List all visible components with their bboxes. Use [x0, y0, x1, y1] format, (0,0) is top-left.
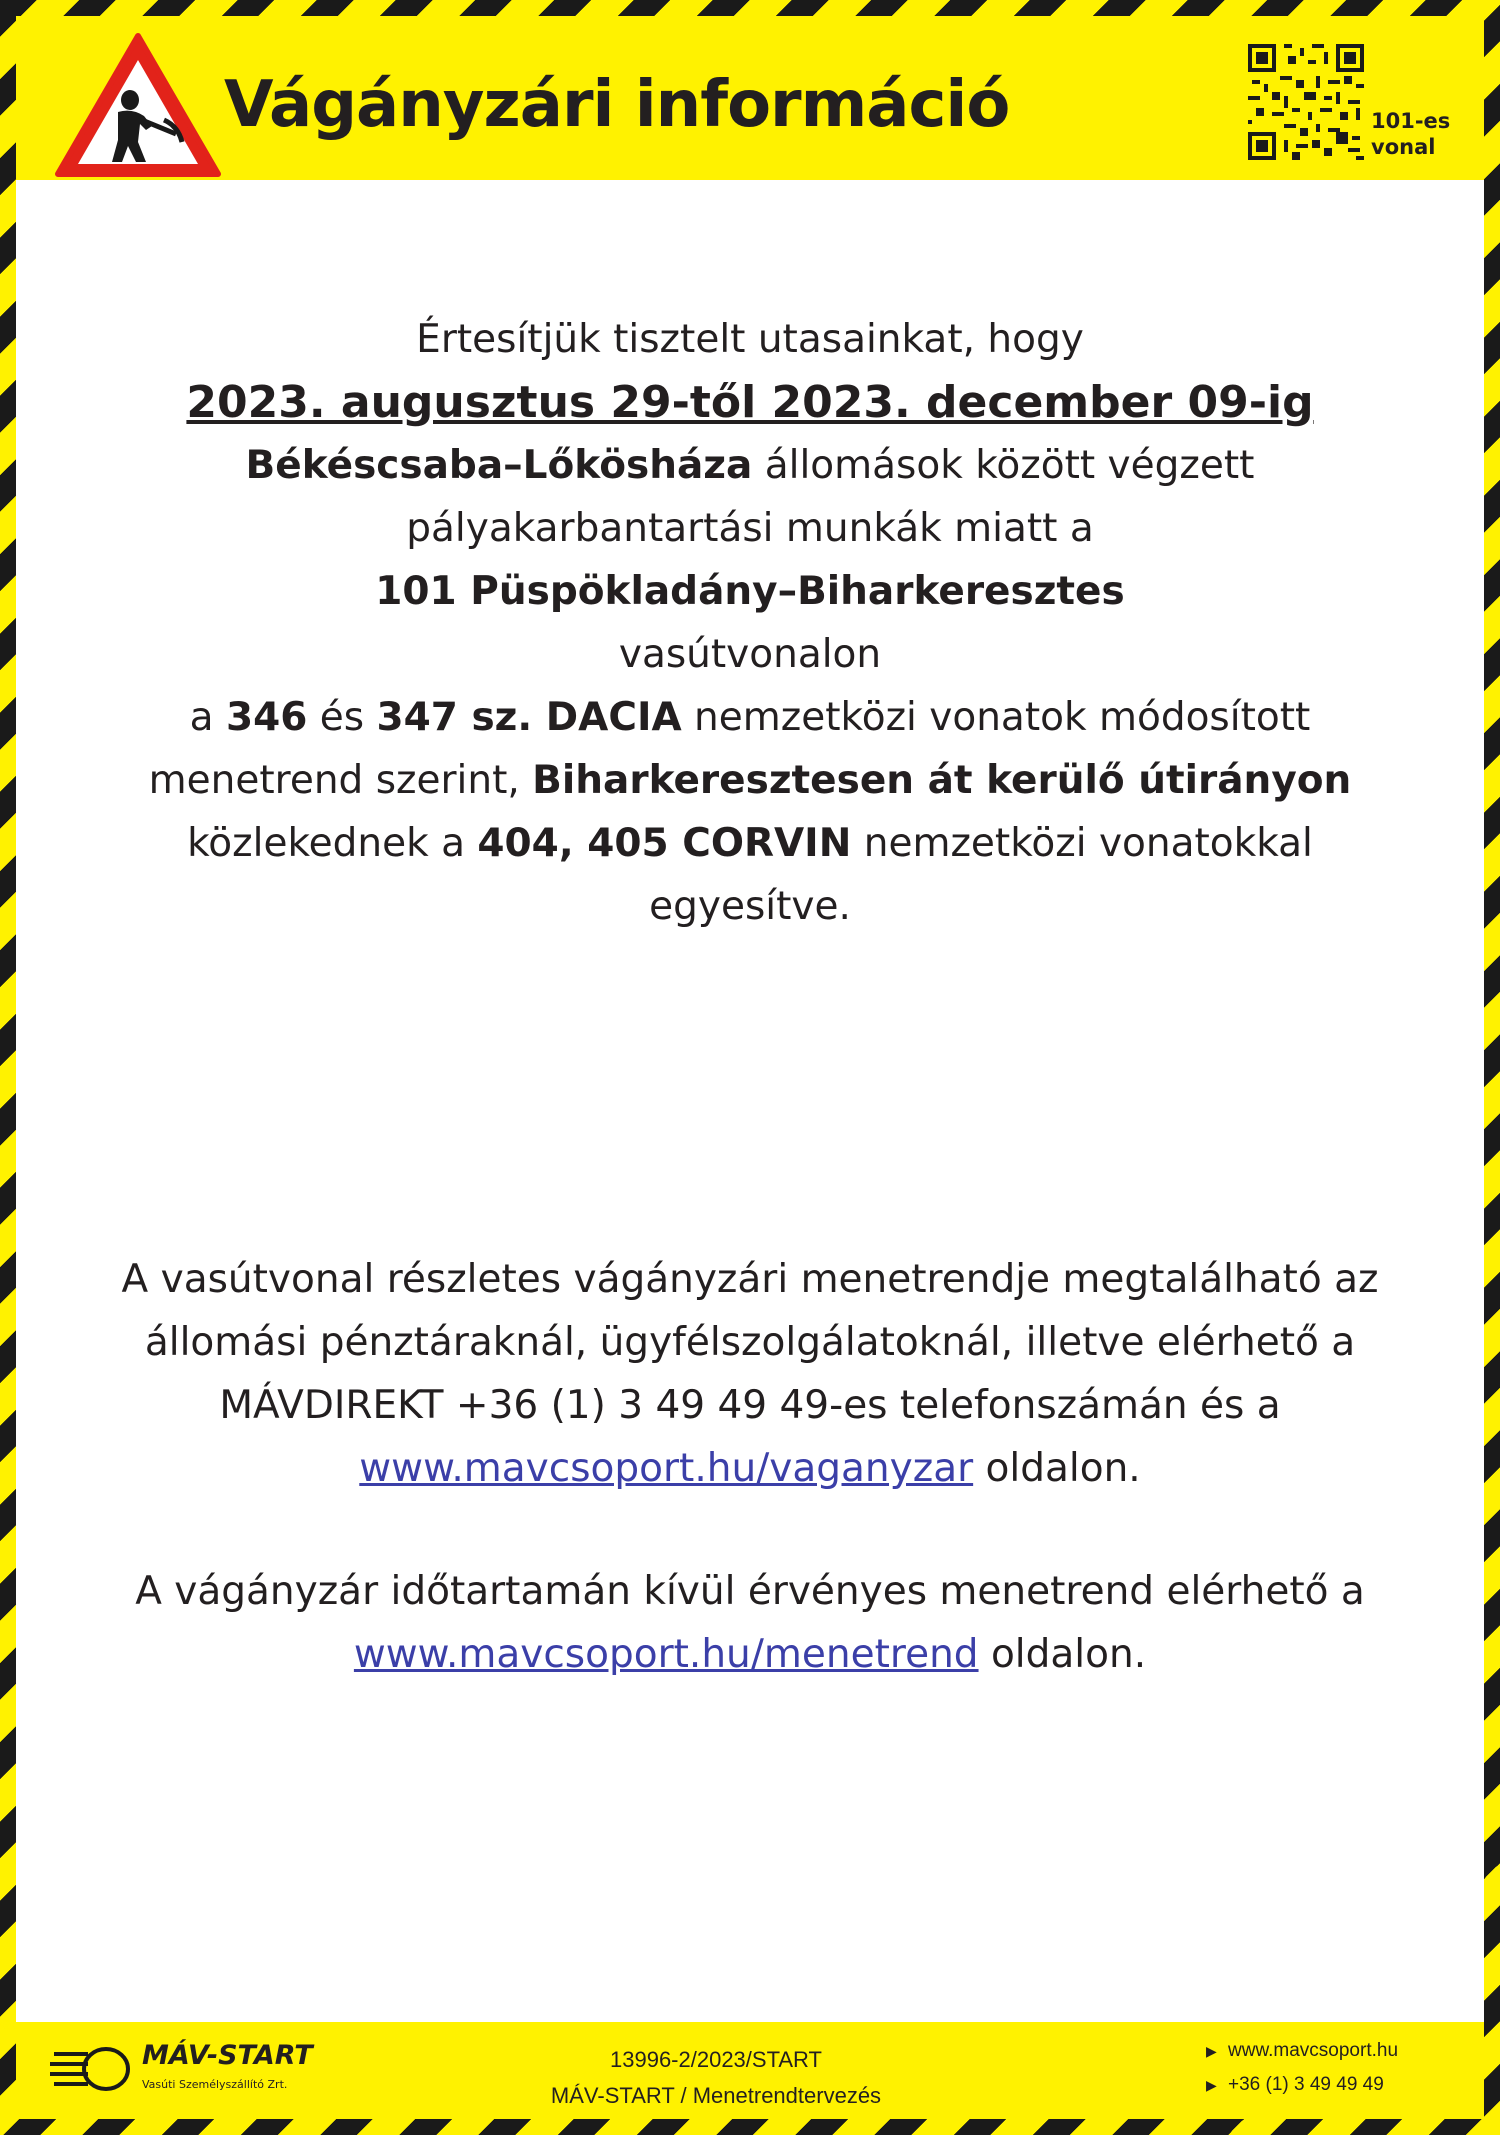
section-rest: állomások között végzett — [752, 443, 1255, 488]
train-346: 346 — [225, 695, 308, 740]
affected-section — [76, 434, 1424, 497]
footer-phone-row[interactable] — [1206, 2068, 1476, 2102]
text-modified: nemzetközi vonatok módosított — [681, 695, 1311, 740]
text-schedule: menetrend szerint, — [148, 758, 533, 803]
mav-start-logo-icon — [48, 2040, 138, 2102]
track-work-warning-icon — [52, 30, 224, 182]
footer-document-info — [496, 2042, 936, 2114]
text-international: nemzetközi vonatokkal — [851, 821, 1313, 866]
date-range: 2023. augusztus 29-től 2023. december 09-ig — [186, 377, 1314, 428]
footer-phone[interactable]: +36 (1) 3 49 49 49 — [1228, 2074, 1384, 2095]
text-run: közlekednek a — [187, 821, 478, 866]
text-es: és — [307, 695, 377, 740]
department: MÁV-START / Menetrendtervezés — [550, 2083, 882, 2108]
train-corvin: 404, 405 CORVIN — [477, 821, 852, 866]
section-name: Békéscsaba–Lőkösháza — [245, 443, 753, 488]
details-line-4 — [46, 1437, 1454, 1500]
vaganyzar-link[interactable]: www.mavcsoport.hu/vaganyzar — [359, 1446, 974, 1491]
arrow-right-icon: ▶ — [1206, 2043, 1217, 2059]
details-line-5: A vágányzár időtartamán kívül érvényes menetrend elérhető a — [135, 1569, 1365, 1614]
paragraph-gap — [46, 1500, 1454, 1560]
notice-end: egyesítve. — [649, 884, 851, 929]
content-area — [16, 180, 1484, 2022]
line-word: vonal — [1371, 135, 1436, 159]
work-reason: pályakarbantartási munkák miatt a — [406, 506, 1094, 551]
footer-website-row[interactable] — [1206, 2034, 1476, 2068]
line-suffix: vasútvonalon — [618, 632, 882, 677]
logo-subtitle: Vasúti Személyszállító Zrt. — [142, 2078, 288, 2091]
footer-band — [16, 2022, 1484, 2119]
line-label — [1371, 108, 1450, 160]
header-band — [16, 16, 1484, 180]
details-line-4-end: oldalon. — [973, 1446, 1141, 1491]
document-number: 13996-2/2023/START — [610, 2047, 822, 2072]
logo-text: MÁV-START — [142, 2040, 313, 2071]
line-name — [76, 560, 1424, 623]
trains-line — [76, 686, 1424, 749]
corvin-line — [76, 812, 1424, 875]
details-text — [46, 1248, 1454, 1686]
footer-website[interactable]: www.mavcsoport.hu — [1228, 2040, 1399, 2061]
route-line — [76, 749, 1424, 812]
details-line-6 — [46, 1623, 1454, 1686]
mav-start-logo — [48, 2040, 318, 2102]
notice-text — [76, 308, 1424, 938]
text-a: a — [189, 695, 226, 740]
line-number: 101-es — [1371, 109, 1451, 133]
menetrend-link[interactable]: www.mavcsoport.hu/menetrend — [353, 1632, 979, 1677]
footer-contacts — [1206, 2034, 1476, 2102]
details-line-1: A vasútvonal részletes vágányzári menetrendje megtalálható az — [121, 1257, 1379, 1302]
details-line-3: MÁVDIREKT +36 (1) 3 49 49 49-es telefonszámán és a — [219, 1383, 1281, 1428]
details-line-2: állomási pénztáraknál, ügyfélszolgálatoknál, illetve elérhető a — [144, 1320, 1356, 1365]
page-title: Vágányzári információ — [224, 68, 1010, 142]
arrow-right-icon: ▶ — [1206, 2077, 1217, 2093]
detour-route: Biharkeresztesen át kerülő útirányon — [532, 758, 1352, 803]
line-name-text: 101 Püspökladány–Biharkeresztes — [375, 569, 1125, 614]
details-line-6-end: oldalon. — [978, 1632, 1147, 1677]
notice-intro: Értesítjük tisztelt utasainkat, hogy — [416, 317, 1084, 362]
qr-code-icon[interactable] — [1248, 44, 1364, 160]
train-347-dacia: 347 sz. DACIA — [376, 695, 682, 740]
